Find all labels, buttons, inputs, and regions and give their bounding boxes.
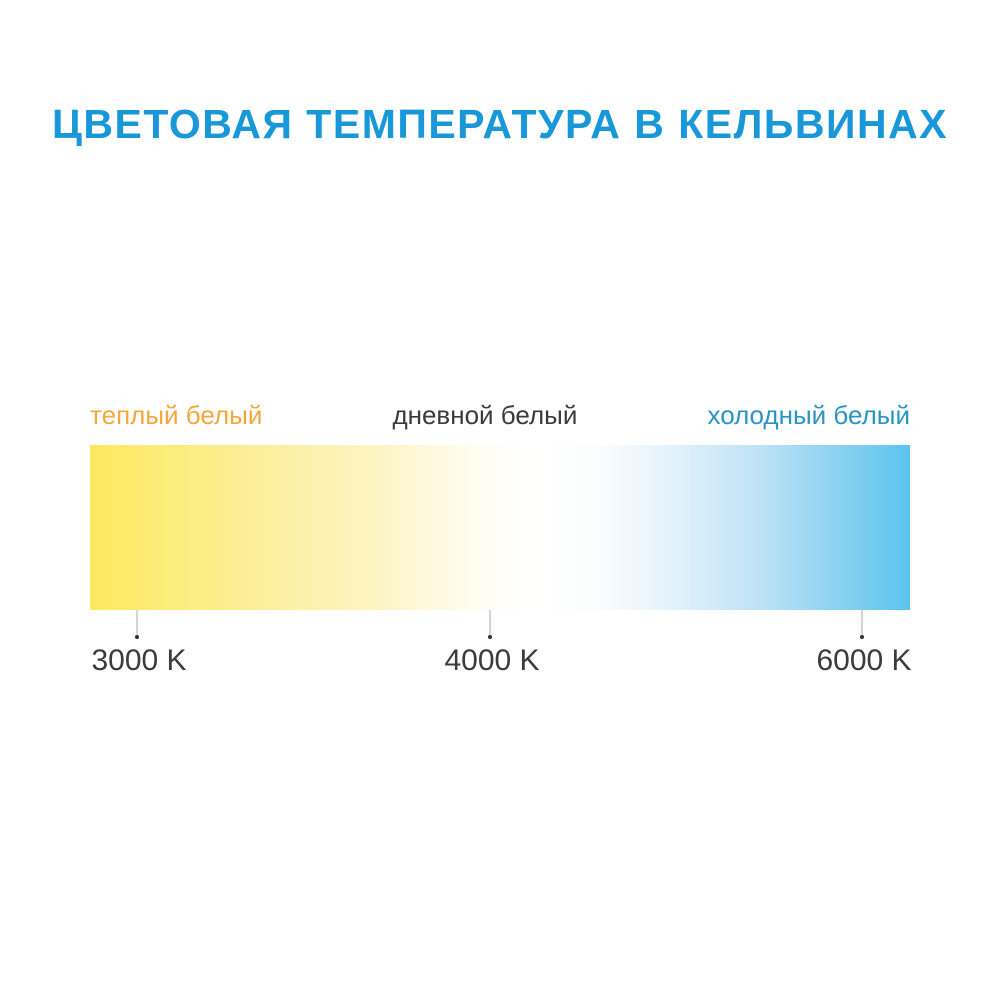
tick-line — [862, 610, 863, 635]
tick-dot — [488, 635, 492, 639]
tick-dot — [860, 635, 864, 639]
zone-labels-row — [90, 398, 910, 432]
warm-white-label: теплый белый — [90, 400, 263, 430]
tick-dot — [135, 635, 139, 639]
color-temperature-gradient-bar — [90, 445, 910, 610]
tick-6000k — [861, 610, 863, 640]
tick-label-3000k: 3000 K — [91, 644, 187, 677]
tick-3000k — [136, 610, 138, 640]
tick-4000k — [489, 610, 491, 640]
tick-label-4000k: 4000 K — [444, 644, 540, 677]
cold-white-label: холодный белый — [707, 400, 910, 430]
page-title: ЦВЕТОВАЯ ТЕМПЕРАТУРА В КЕЛЬВИНАХ — [51, 101, 949, 147]
daylight-white-label: дневной белый — [392, 400, 578, 430]
tick-label-6000k: 6000 K — [816, 644, 912, 677]
tick-line — [490, 610, 491, 635]
tick-line — [137, 610, 138, 635]
